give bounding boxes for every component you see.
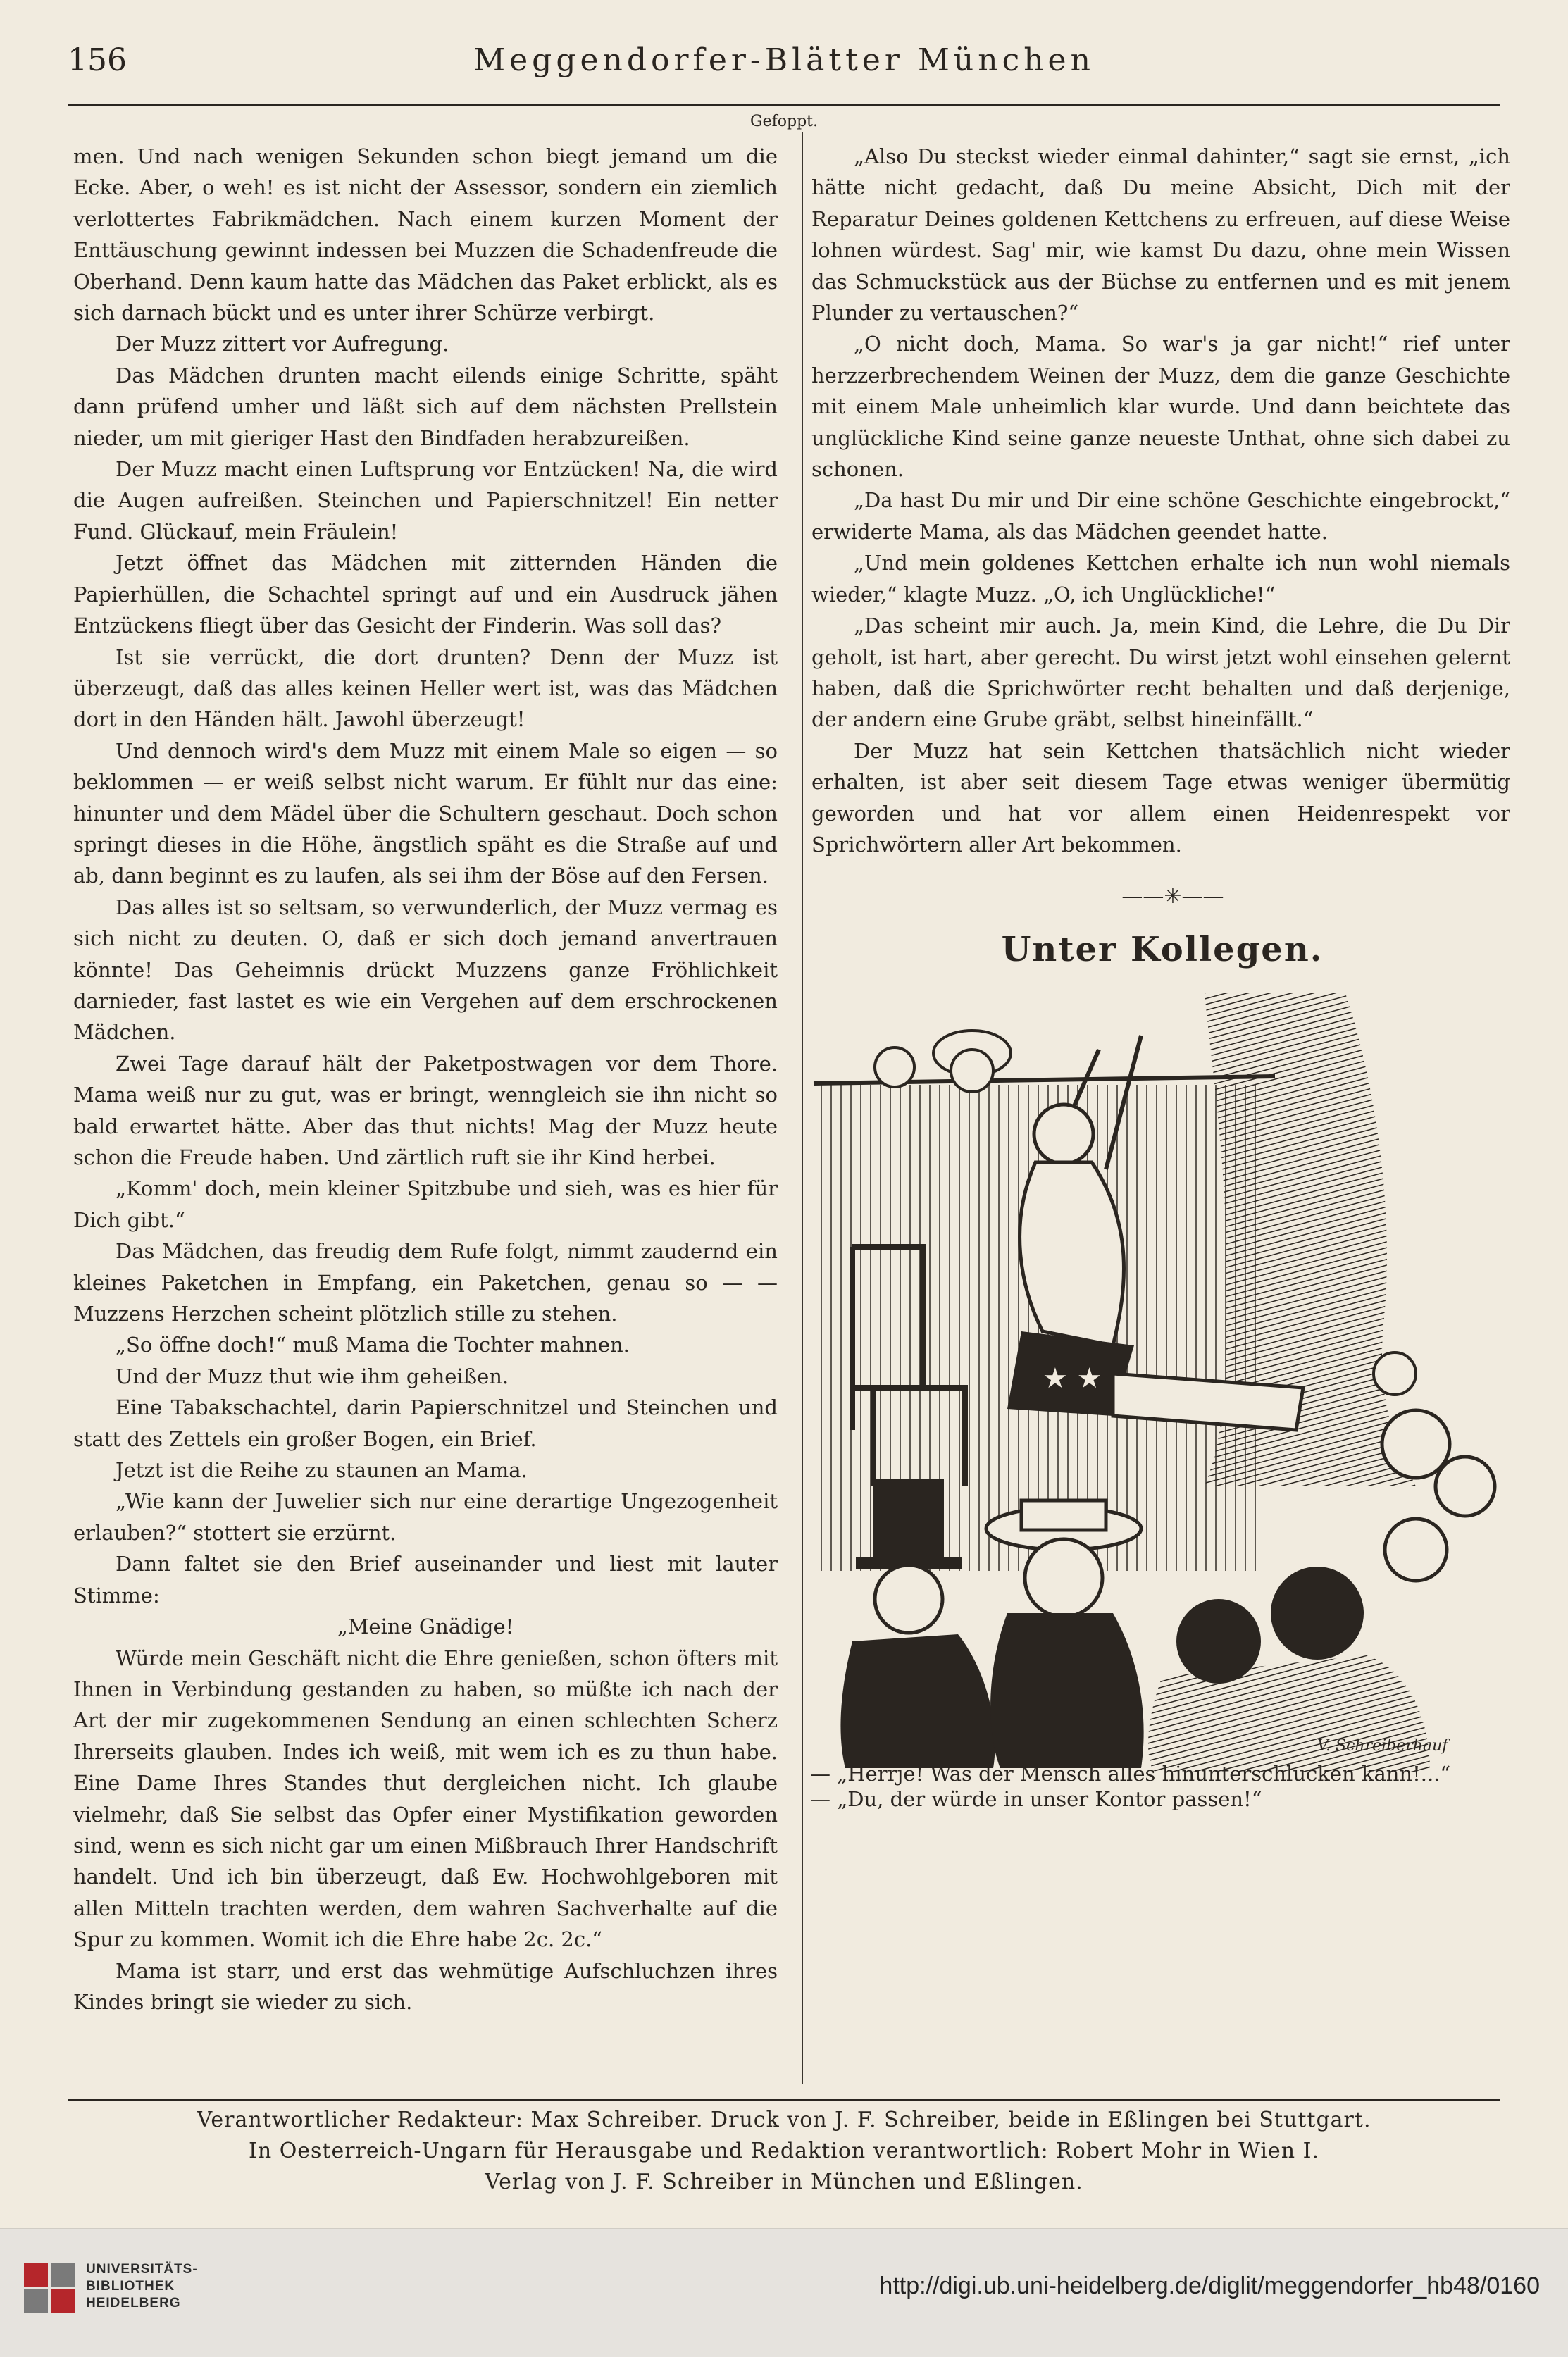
imprint-line: Verantwortlicher Redakteur: Max Schreiber. Druck von J. F. Schreiber, beide in Eßlingen bei Stuttgart.	[197, 2108, 1371, 2132]
paragraph: Der Muzz macht einen Luftsprung vor Entzücken! Na, die wird die Augen aufreißen. Steinchen und Papierschnitzel! Ein netter Fund. Glückauf, mein Fräulein!	[73, 457, 778, 544]
paragraph: Ist sie verrückt, die dort drunten? Denn der Muzz ist überzeugt, daß das alles keinen Heller wert ist, was das Mädchen dort in den Händen hält. Jawohl überzeugt!	[73, 645, 778, 732]
cartoon-drawing	[810, 993, 1522, 1772]
letter-body: Würde mein Geschäft nicht die Ehre genießen, schon öfters mit Ihnen in Verbindung gestanden zu haben, so müßte ich nach der Art der mir zugekommenen Sendung an einen schlechten Scherz Ihrerseits glauben. Indes ich weiß, mit wem ich es zu thun habe. Eine Dame Ihres Standes thut dergleichen nicht. Ich glaube vielmehr, daß Sie selbst das Opfer einer Mystifikation geworden sind, wenn es sich nicht gar um einen Mißbrauch Ihrer Handschrift handelt. Und ich bin überzeugt, daß Ew. Hochwohlgeboren mit allen Mitteln trachten werden, dem wahren Sachverhalte auf die Spur zu kommen. Womit ich die Ehre habe 2c. 2c.“	[73, 1646, 778, 1952]
paragraph: men. Und nach wenigen Sekunden schon biegt jemand um die Ecke. Aber, o weh! es ist nicht der Assessor, sondern ein ziemlich verlottertes Fabrikmädchen. Nach einem kurzen Moment der Enttäuschung gewinnt indessen bei Muzzen die Schadenfreude die Oberhand. Denn kaum hatte das Mädchen das Paket erblickt, als es sich darnach bückt und es unter ihrer Schürze verbirgt.	[73, 144, 778, 325]
spectator-head	[1374, 1352, 1416, 1395]
section-ornament: ——✳——	[1121, 884, 1224, 909]
paragraph: Und dennoch wird's dem Muzz mit einem Male so eigen — so beklommen — er weiß selbst nicht warum. Er fühlt nur das eine: hinunter und dem Mädel über die Schultern geschaut. Doch schon springt dieses in die Höhe, ängstlich späht es die Straße auf und ab, dann beginnt es zu laufen, als sei ihm der Böse auf den Fersen.	[73, 738, 778, 888]
top-hat	[873, 1479, 944, 1564]
library-footer	[0, 2228, 1568, 2357]
paragraph: Jetzt öffnet das Mädchen mit zitternden Händen die Papierhüllen, die Schachtel springt auf und ein Ausdruck jähen Entzückens fliegt über das Gesicht der Finderin. Was soll das?	[73, 551, 778, 638]
paragraph: „So öffne doch!“ muß Mama die Tochter mahnen.	[116, 1333, 630, 1357]
paragraph: Dann faltet sie den Brief auseinander und liest mit lauter Stimme:	[73, 1552, 778, 1607]
paragraph: Jetzt ist die Reihe zu staunen an Mama.	[116, 1458, 528, 1483]
spectator-head	[1385, 1519, 1447, 1581]
paragraph: „Also Du steckst wieder einmal dahinter,“ sagt sie ernst, „ich hätte nicht gedacht, daß Du meine Absicht, Dich mit der Reparatur Deines goldenen Kettchens zu erfreuen, auf diese Weise lohnen würdest. Sag' mir, wie kamst Du dazu, ohne mein Wissen das Schmuckstück aus der Büchse zu entfernen und es mit jenem Plunder zu vertauschen?“	[811, 144, 1510, 325]
paragraph: „Das scheint mir auch. Ja, mein Kind, die Lehre, die Du Dir geholt, ist hart, aber gerecht. Du wirst jetzt wohl einsehen gelernt haben, daß die Sprichwörter recht behalten und daß derjenige, der andern eine Grube gräbt, selbst hineinfällt.“	[811, 614, 1510, 732]
performer-head	[1034, 1105, 1093, 1164]
caption-line: — „Du, der würde in unser Kontor passen!“	[810, 1787, 1262, 1811]
paragraph: „Wie kann der Juwelier sich nur eine derartige Ungezogenheit erlauben?“ stottert sie erzürnt.	[73, 1489, 778, 1545]
paragraph: Und der Muzz thut wie ihm geheißen.	[116, 1364, 509, 1388]
paragraph: Zwei Tage darauf hält der Paketpostwagen vor dem Thore. Mama weiß nur zu gut, was er bringt, wenngleich sie ihn nicht so bald erwartet hätte. Aber das thut nichts! Mag der Muzz heute schon die Freude haben. Und zärtlich ruft sie ihr Kind herbei.	[73, 1051, 778, 1169]
illustration-title: Unter Kollegen.	[1001, 930, 1324, 969]
page-number: 156	[68, 42, 127, 78]
paragraph: Das alles ist so seltsam, so verwunderlich, der Muzz vermag es sich nicht zu deuten. O, daß er sich doch jemand anvertrauen könnte! Das Geheimnis drückt Muzzens ganze Fröhlichkeit darnieder, fast lastet es wie ein Vergehen auf dem erschrockenen Mädchen.	[73, 895, 778, 1045]
publication-title: Meggendorfer-Blätter München	[473, 42, 1095, 78]
artist-signature: V. Schreiberhauf	[1317, 1737, 1448, 1755]
section-label: Gefoppt.	[750, 113, 818, 130]
paragraph: Der Muzz zittert vor Aufregung.	[116, 332, 449, 356]
paragraph: Das Mädchen drunten macht eilends einige Schritte, späht dann prüfend umher und läßt sich auf dem nächsten Prellstein nieder, um mit gieriger Hast den Bindfaden herabzureißen.	[73, 363, 778, 450]
paragraph: Mama ist starr, und erst das wehmütige Aufschluchzen ihres Kindes bringt sie wieder zu sich.	[73, 1958, 778, 2014]
paragraph: „Da hast Du mir und Dir eine schöne Geschichte eingebrockt,“ erwiderte Mama, als das Mädchen geendet hatte.	[811, 488, 1510, 544]
source-url-link[interactable]: http://digi.ub.uni-heidelberg.de/diglit/meggendorfer_hb48/0160	[879, 2272, 1540, 2299]
university-library-logo-icon	[24, 2263, 75, 2313]
library-name: UNIVERSITÄTS- BIBLIOTHEK HEIDELBERG	[86, 2262, 198, 2311]
spectator-coat	[990, 1613, 1144, 1768]
running-head	[68, 37, 1500, 86]
spectator-coat	[840, 1634, 995, 1768]
right-column	[811, 141, 1510, 860]
imprint	[68, 2105, 1500, 2198]
spectator-head	[875, 1565, 942, 1633]
spectator-hair	[1271, 1567, 1364, 1660]
paragraph: Das Mädchen, das freudig dem Rufe folgt, nimmt zaudernd ein kleines Paketchen in Empfang, ein Paketchen, genau so — — Muzzens Herzchen scheint plötzlich stille zu stehen.	[73, 1239, 778, 1326]
imprint-line: Verlag von J. F. Schreiber in München und Eßlingen.	[485, 2170, 1083, 2194]
column-divider	[802, 132, 803, 2084]
paragraph: Eine Tabakschachtel, darin Papierschnitzel und Steinchen und statt des Zettels ein großer Bogen, ein Brief.	[73, 1395, 778, 1451]
spectator-head	[1436, 1457, 1495, 1516]
paragraph: „Komm' doch, mein kleiner Spitzbube und sieh, was es hier für Dich gibt.“	[73, 1176, 778, 1232]
spectator-head	[1025, 1539, 1102, 1617]
caption-line: — „Herrje! Was der Mensch alles hinunterschlucken kann!...“	[810, 1762, 1451, 1786]
spectator-head	[1382, 1410, 1450, 1478]
letter-salutation: „Meine Gnädige!	[337, 1615, 514, 1639]
child-head	[951, 1050, 993, 1092]
footer-rule	[68, 2099, 1500, 2101]
paragraph: Der Muzz hat sein Kettchen thatsächlich nicht wieder erhalten, ist aber seit diesem Tage etwas weniger übermütig geworden und hat vor allem einen Heidenrespekt vor Sprichwörtern aller Art bekommen.	[811, 738, 1510, 857]
imprint-line: In Oesterreich-Ungarn für Herausgabe und Redaktion verantwortlich: Robert Mohr in Wien I.	[248, 2139, 1320, 2163]
cartoon-illustration	[810, 993, 1522, 1772]
paragraph: „Und mein goldenes Kettchen erhalte ich nun wohl niemals wieder,“ klagte Muzz. „O, ich Unglückliche!“	[811, 551, 1510, 607]
left-column	[73, 141, 778, 2017]
child-head	[875, 1047, 914, 1087]
performer-body	[1020, 1162, 1124, 1345]
paragraph: „O nicht doch, Mama. So war's ja gar nicht!“ rief unter herzzerbrechendem Weinen der Muzz, dem die ganze Geschichte mit einem Male unheimlich klar wurde. Und dann beichtete das unglückliche Kind seine ganze neueste Unthat, ohne sich dabei zu schonen.	[811, 332, 1510, 482]
illustration-caption	[810, 1761, 1514, 1812]
header-rule	[68, 104, 1500, 106]
svg-text:★ ★: ★ ★	[1043, 1362, 1102, 1395]
